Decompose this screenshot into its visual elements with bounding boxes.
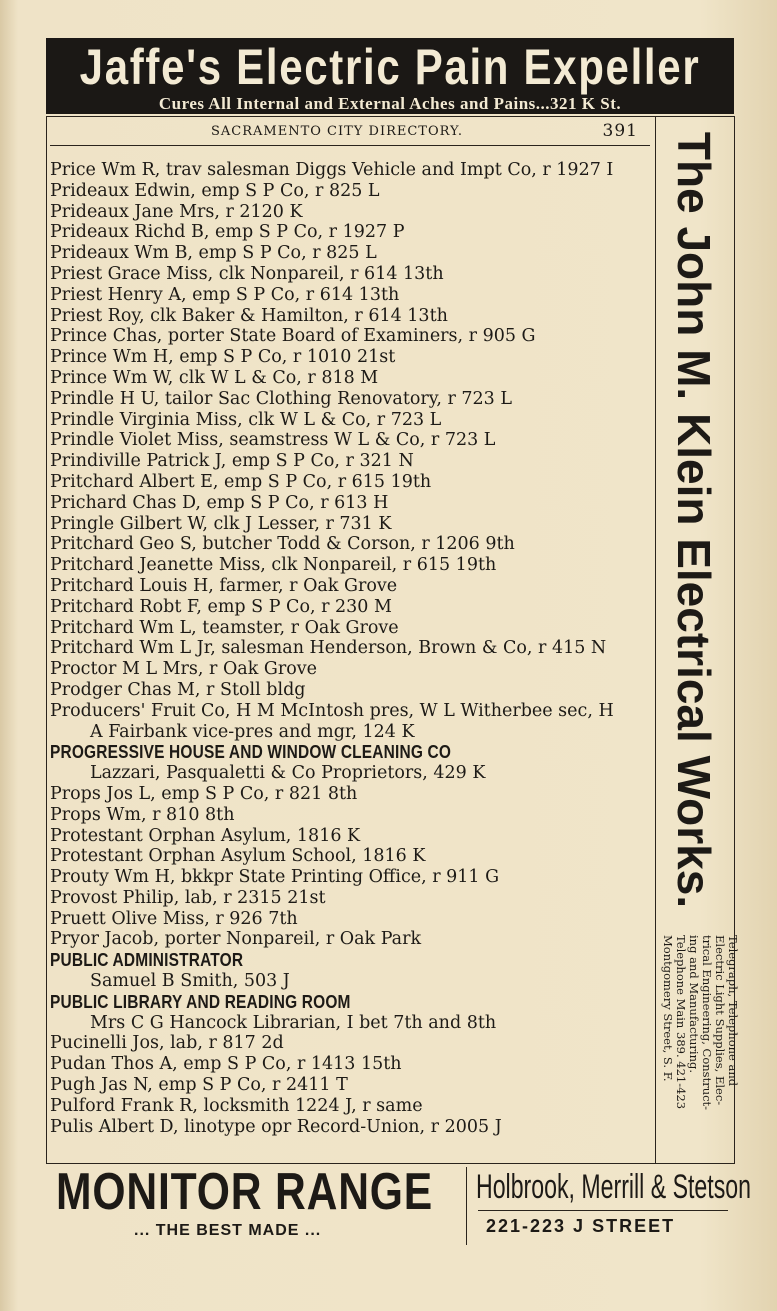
directory-entry: Props Wm, r 810 8th — [50, 804, 235, 825]
bottom-ad-slogan: ... THE BEST MADE ... — [134, 1222, 322, 1239]
directory-entry: Pritchard Jeanette Miss, clk Nonpareil, r 615 19th — [50, 555, 497, 576]
directory-entry: Prichard Chas D, emp S P Co, r 613 H — [50, 492, 389, 513]
directory-entry: Props Jos L, emp S P Co, r 821 8th — [50, 783, 358, 804]
directory-entry: Prindiville Patrick J, emp S P Co, r 321 N — [50, 451, 414, 472]
directory-entry: Producers' Fruit Co, H M McIntosh pres, W L Witherbee sec, H — [50, 700, 614, 721]
directory-entry: Pulis Albert D, linotype opr Record-Union, r 2005 J — [50, 1116, 502, 1137]
directory-entry: Mrs C G Hancock Librarian, I bet 7th and 8th — [90, 1012, 497, 1033]
top-ad-tagline: Cures All Internal and External Aches and Pains...321 K St. — [158, 94, 622, 113]
running-head-title: SACRAMENTO CITY DIRECTORY. — [211, 124, 464, 139]
directory-heading: PUBLIC LIBRARY AND READING ROOM — [50, 991, 351, 1012]
directory-entry: Pritchard Wm L, teamster, r Oak Grove — [50, 617, 399, 638]
directory-entry: Prince Wm H, emp S P Co, r 1010 21st — [50, 347, 396, 368]
side-ad-line: Telephone Main 389. 421-423 — [674, 935, 688, 1110]
directory-entry: Priest Roy, clk Baker & Hamilton, r 614 13th — [50, 305, 448, 326]
directory-entry: Pringle Gilbert W, clk J Lesser, r 731 K — [50, 513, 392, 534]
directory-entry: Prideaux Edwin, emp S P Co, r 825 L — [50, 180, 380, 201]
directory-entry: Samuel B Smith, 503 J — [90, 971, 290, 992]
directory-entry: Protestant Orphan Asylum School, 1816 K — [50, 846, 426, 867]
directory-entry: Prindle H U, tailor Sac Clothing Renovatory, r 723 L — [50, 388, 512, 409]
side-advertisement — [654, 120, 734, 920]
directory-entry: Prince Chas, porter State Board of Examiners, r 905 G — [50, 326, 536, 347]
directory-entries — [50, 160, 654, 1137]
side-ad-title: The John M. Klein Electrical Works. — [668, 131, 720, 909]
directory-entry: Pucinelli Jos, lab, r 817 2d — [50, 1033, 284, 1054]
directory-entry: Pritchard Wm L Jr, salesman Henderson, Brown & Co, r 415 N — [50, 638, 607, 659]
directory-entry: Prideaux Richd B, emp S P Co, r 1927 P — [50, 222, 405, 243]
running-head — [46, 120, 646, 144]
directory-entry: Pritchard Louis H, farmer, r Oak Grove — [50, 575, 398, 596]
directory-entry: Lazzari, Pasqualetti & Co Proprietors, 429 K — [90, 763, 486, 784]
header-rule — [50, 145, 650, 146]
side-ad-details — [660, 935, 740, 1145]
directory-entry: Priest Henry A, emp S P Co, r 614 13th — [50, 284, 400, 305]
side-ad-line: Montgomery Street, S. F. — [661, 935, 675, 1082]
directory-entry: Pudan Thos A, emp S P Co, r 1413 15th — [50, 1054, 402, 1075]
side-ad-line: ing and Manufacturing. — [687, 935, 701, 1074]
side-ad-line: Telegraph, Telephone and — [726, 935, 740, 1087]
directory-entry: Pulford Frank R, locksmith 1224 J, r same — [50, 1095, 423, 1116]
top-advertisement — [46, 38, 734, 114]
directory-entry: Prindle Violet Miss, seamstress W L & Co, r 723 L — [50, 430, 496, 451]
directory-heading: PUBLIC ADMINISTRATOR — [50, 950, 244, 971]
directory-entry: Price Wm R, trav salesman Diggs Vehicle and Impt Co, r 1927 I — [50, 160, 614, 180]
side-ad-line: trical Engineering, Construct- — [700, 935, 714, 1111]
directory-entry: Protestant Orphan Asylum, 1816 K — [50, 825, 361, 846]
bottom-ad-product: MONITOR RANGE — [56, 1163, 434, 1221]
bottom-ad-address: 221-223 J STREET — [486, 1216, 676, 1236]
directory-entry: Pritchard Albert E, emp S P Co, r 615 19th — [50, 471, 432, 492]
directory-entry: Pugh Jas N, emp S P Co, r 2411 T — [50, 1075, 348, 1096]
directory-entry: Pritchard Robt F, emp S P Co, r 230 M — [50, 596, 392, 617]
directory-entry: Prodger Chas M, r Stoll bldg — [50, 679, 306, 700]
page-number: 391 — [602, 121, 638, 141]
bottom-advertisement — [46, 1162, 751, 1252]
directory-entry: Prideaux Wm B, emp S P Co, r 825 L — [50, 243, 377, 264]
directory-entry: Prouty Wm H, bkkpr State Printing Office, r 911 G — [50, 867, 500, 888]
directory-entry: Prideaux Jane Mrs, r 2120 K — [50, 201, 303, 222]
directory-entry: Prince Wm W, clk W L & Co, r 818 M — [50, 367, 379, 388]
directory-entry: Priest Grace Miss, clk Nonpareil, r 614 13th — [50, 263, 444, 284]
bottom-ad-firm: Holbrook, Merrill & Stetson — [476, 1168, 751, 1206]
top-ad-headline: Jaffe's Electric Pain Expeller — [79, 39, 701, 95]
directory-entry: Pritchard Geo S, butcher Todd & Corson, r 1206 9th — [50, 534, 515, 555]
directory-entry: Prindle Virginia Miss, clk W L & Co, r 723 L — [50, 409, 442, 430]
bottom-ad-rule — [478, 1210, 728, 1211]
directory-entry: Proctor M L Mrs, r Oak Grove — [50, 659, 318, 680]
directory-entry: Provost Philip, lab, r 2315 21st — [50, 887, 326, 908]
side-ad-line: Electric Light Supplies, Elec- — [713, 935, 727, 1106]
bottom-ad-divider — [466, 1167, 467, 1245]
directory-entry: Pruett Olive Miss, r 926 7th — [50, 908, 298, 929]
directory-entry: Pryor Jacob, porter Nonpareil, r Oak Park — [50, 929, 422, 950]
directory-entry: A Fairbank vice-pres and mgr, 124 K — [90, 721, 415, 742]
directory-heading: PROGRESSIVE HOUSE AND WINDOW CLEANING CO — [50, 742, 452, 763]
